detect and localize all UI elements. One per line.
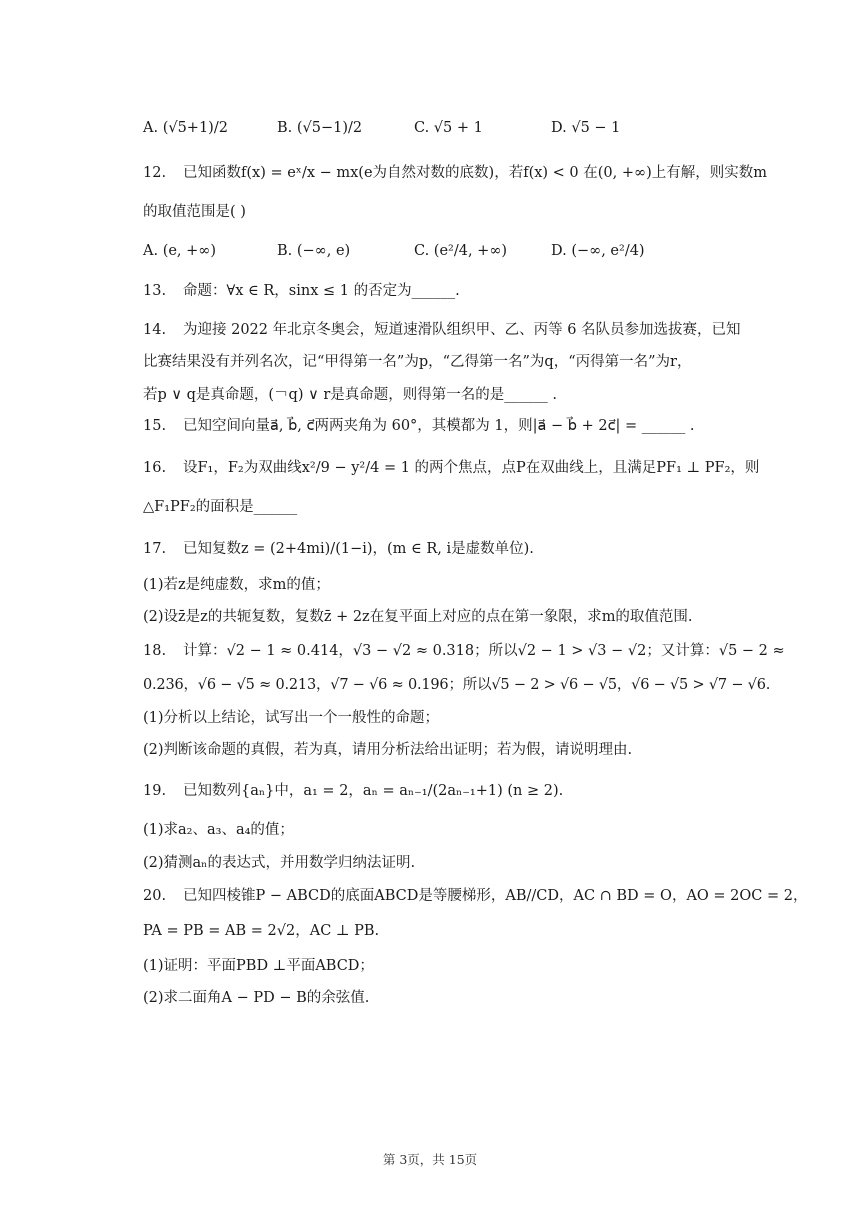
q14-text-line1: 为迎接 2022 年北京冬奥会，短道速滑队组织甲、乙、丙等 6 名队员参加选拔赛，已知 <box>183 322 741 338</box>
q19 <box>143 781 796 801</box>
q12-number: 12. <box>143 165 167 181</box>
q12-option-b: B. (−∞, e) <box>277 243 351 259</box>
q16-text-line1: 设F₁，F₂为双曲线x²/9 − y²/4 = 1 的两个焦点，点P在双曲线上，且满足PF₁ ⊥ PF₂，则 <box>183 460 760 476</box>
q18-text-line2: 0.236，√6 − √5 ≈ 0.213，√7 − √6 ≈ 0.196；所以√5 − 2 > √6 − √5，√6 − √5 > √7 − √6. <box>143 677 771 693</box>
q16-text-line2: △F₁PF₂的面积是______ <box>143 499 298 515</box>
q19-number: 19. <box>143 783 167 799</box>
q17-part1: (1)若z是纯虚数，求m的值； <box>143 577 330 593</box>
q18 <box>143 641 796 661</box>
q18-number: 18. <box>143 643 167 659</box>
q11-option-a: A. (√5+1)/2 <box>143 120 228 136</box>
q17 <box>143 539 796 559</box>
q15 <box>143 416 796 436</box>
q19-part1: (1)求a₂、a₃、a₄的值； <box>143 822 294 838</box>
q13 <box>143 281 796 301</box>
q11-option-d: D. √5 − 1 <box>551 120 621 136</box>
q12-option-c: C. (e²/4, +∞) <box>414 243 508 259</box>
q20-text-line2: PA = PB = AB = 2√2，AC ⊥ PB. <box>143 923 380 939</box>
q15-text: 已知空间向量a⃗, b⃗, c⃗两两夹角为 60°，其模都为 1，则|a⃗ − b⃗ + 2c⃗| = ______ . <box>183 418 695 434</box>
q20 <box>143 886 808 906</box>
q18-part2: (2)判断该命题的真假，若为真，请用分析法给出证明；若为假，请说明理由. <box>143 742 633 758</box>
q14-text-line3: 若p ∨ q是真命题，(￢q) ∨ r是真命题，则得第一名的是______ . <box>143 387 557 403</box>
q13-number: 13. <box>143 283 167 299</box>
q12-stem-line2: 的取值范围是( ) <box>143 204 246 220</box>
q18-text-line1: 计算：√2 − 1 ≈ 0.414，√3 − √2 ≈ 0.318；所以√2 − 1 > √3 − √2；又计算：√5 − 2 ≈ <box>183 643 785 659</box>
q12-option-d: D. (−∞, e²/4) <box>551 243 645 259</box>
q19-text-line1: 已知数列{aₙ}中，a₁ = 2，aₙ = aₙ₋₁/(2aₙ₋₁+1) (n ≥ 2). <box>183 783 564 799</box>
q13-text: 命题：∀x ∈ R，sinx ≤ 1 的否定为______. <box>183 283 460 299</box>
q20-text-line1: 已知四棱锥P − ABCD的底面ABCD是等腰梯形，AB//CD，AC ∩ BD = O，AO = 2OC = 2， <box>183 888 808 904</box>
q11-option-c: C. √5 + 1 <box>414 120 483 136</box>
q20-part1: (1)证明：平面PBD ⊥平面ABCD； <box>143 958 374 974</box>
q17-text-line1: 已知复数z = (2+4mi)/(1−i)，(m ∈ R, i是虚数单位). <box>183 541 534 557</box>
q11-option-b: B. (√5−1)/2 <box>277 120 363 136</box>
q16-number: 16. <box>143 460 167 476</box>
q14 <box>143 320 796 340</box>
q17-part2: (2)设z̄是z的共轭复数，复数z̄ + 2z在复平面上对应的点在第一象限，求m的取值范围. <box>143 609 693 625</box>
q20-number: 20. <box>143 888 167 904</box>
q12-option-a: A. (e, +∞) <box>143 243 217 259</box>
q15-number: 15. <box>143 418 167 434</box>
q16 <box>143 458 796 478</box>
q12-text-line1: 已知函数f(x) = eˣ/x − mx(e为自然对数的底数)，若f(x) < 0 在(0, +∞)上有解，则实数m <box>183 165 767 181</box>
q17-number: 17. <box>143 541 167 557</box>
q14-number: 14. <box>143 322 167 338</box>
q20-part2: (2)求二面角A − PD − B的余弦值. <box>143 990 370 1006</box>
q19-part2: (2)猜测aₙ的表达式，并用数学归纳法证明. <box>143 855 416 871</box>
q12-stem <box>143 163 796 183</box>
q14-text-line2: 比赛结果没有并列名次，记“甲得第一名”为p，“乙得第一名”为q，“丙得第一名”为r， <box>143 354 692 370</box>
q18-part1: (1)分析以上结论，试写出一个一般性的命题； <box>143 710 440 726</box>
page-footer: 第 3页，共 15页 <box>382 1152 478 1167</box>
